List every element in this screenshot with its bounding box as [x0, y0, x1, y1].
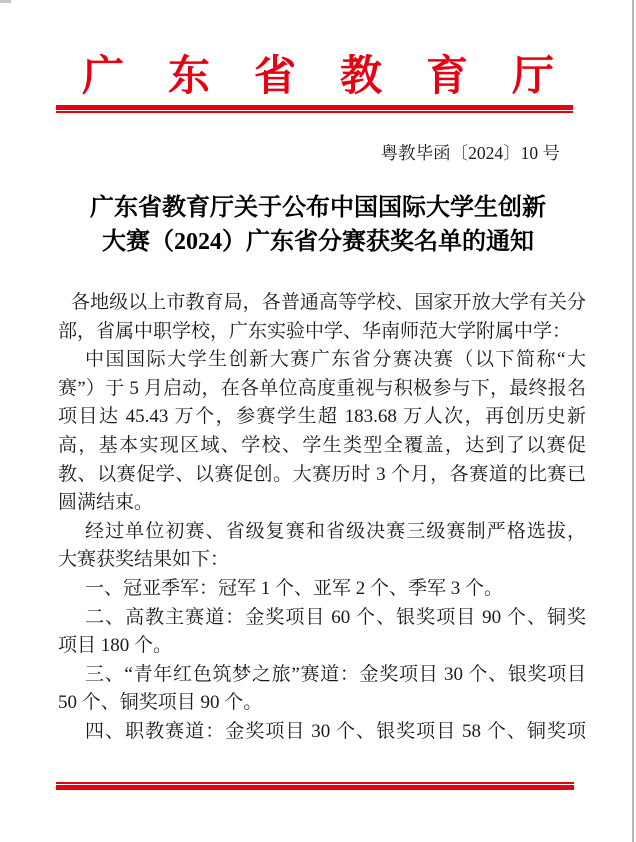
body-line: 各地级以上市教育局，各普通高等学校、国家开放大学有关分 [71, 292, 586, 313]
scan-artifact [0, 0, 11, 3]
body-line: 四、职教赛道：金奖项目 30 个、银奖项目 58 个、铜奖项 [85, 720, 586, 742]
body-line: 大赛获奖结果如下： [58, 549, 230, 571]
rule-thick-bar [56, 105, 573, 110]
body-line: 一、冠亚季军：冠军 1 个、亚军 2 个、季军 3 个。 [85, 577, 504, 599]
body-line: 二、高教主赛道：金奖项目 60 个、银奖项目 90 个、铜奖 [85, 606, 586, 628]
document-title-line2: 大赛（2024）广东省分赛获奖名单的通知 [102, 228, 534, 255]
body-line: 50 个、铜奖项目 90 个。 [58, 692, 263, 714]
agency-letterhead: 广东省教育厅 [81, 54, 598, 100]
body-line: 项目 180 个。 [58, 635, 173, 657]
rule-thick-bar [56, 785, 574, 790]
document-body [58, 289, 586, 747]
body-line: 高，基本实现区域、学校、学生类型全覆盖，达到了以赛促 [58, 434, 586, 456]
document-title-line1: 广东省教育厅关于公布中国国际大学生创新 [90, 195, 546, 221]
body-line: 教、以赛促学、以赛促创。大赛历时 3 个月，各赛道的比赛已 [58, 463, 586, 485]
document-title [0, 192, 636, 259]
body-line: 项目达 45.43 万个，参赛学生超 183.68 万人次，再创历史新 [58, 406, 586, 428]
rule-thin-bar [56, 111, 573, 113]
document-reference-number: 粤教毕函〔2024〕10 号 [380, 143, 560, 163]
footer-double-rule [56, 782, 574, 790]
letterhead-double-rule [56, 105, 573, 113]
body-line: 中国国际大学生创新大赛广东省分赛决赛（以下简称“大 [85, 349, 586, 371]
body-line: 圆满结束。 [58, 492, 154, 514]
body-line: 经过单位初赛、省级复赛和省级决赛三级赛制严格选拔， [85, 520, 586, 542]
body-line: 三、“青年红色筑梦之旅”赛道：金奖项目 30 个、银奖项目 [85, 663, 586, 685]
body-line: 赛”）于 5 月启动，在各单位高度重视与积极参与下，最终报名 [58, 377, 586, 399]
body-line: 部，省属中职学校，广东实验中学、华南师范大学附属中学： [58, 320, 572, 342]
page-edge-line [632, 0, 634, 842]
rule-thin-bar [56, 782, 574, 784]
